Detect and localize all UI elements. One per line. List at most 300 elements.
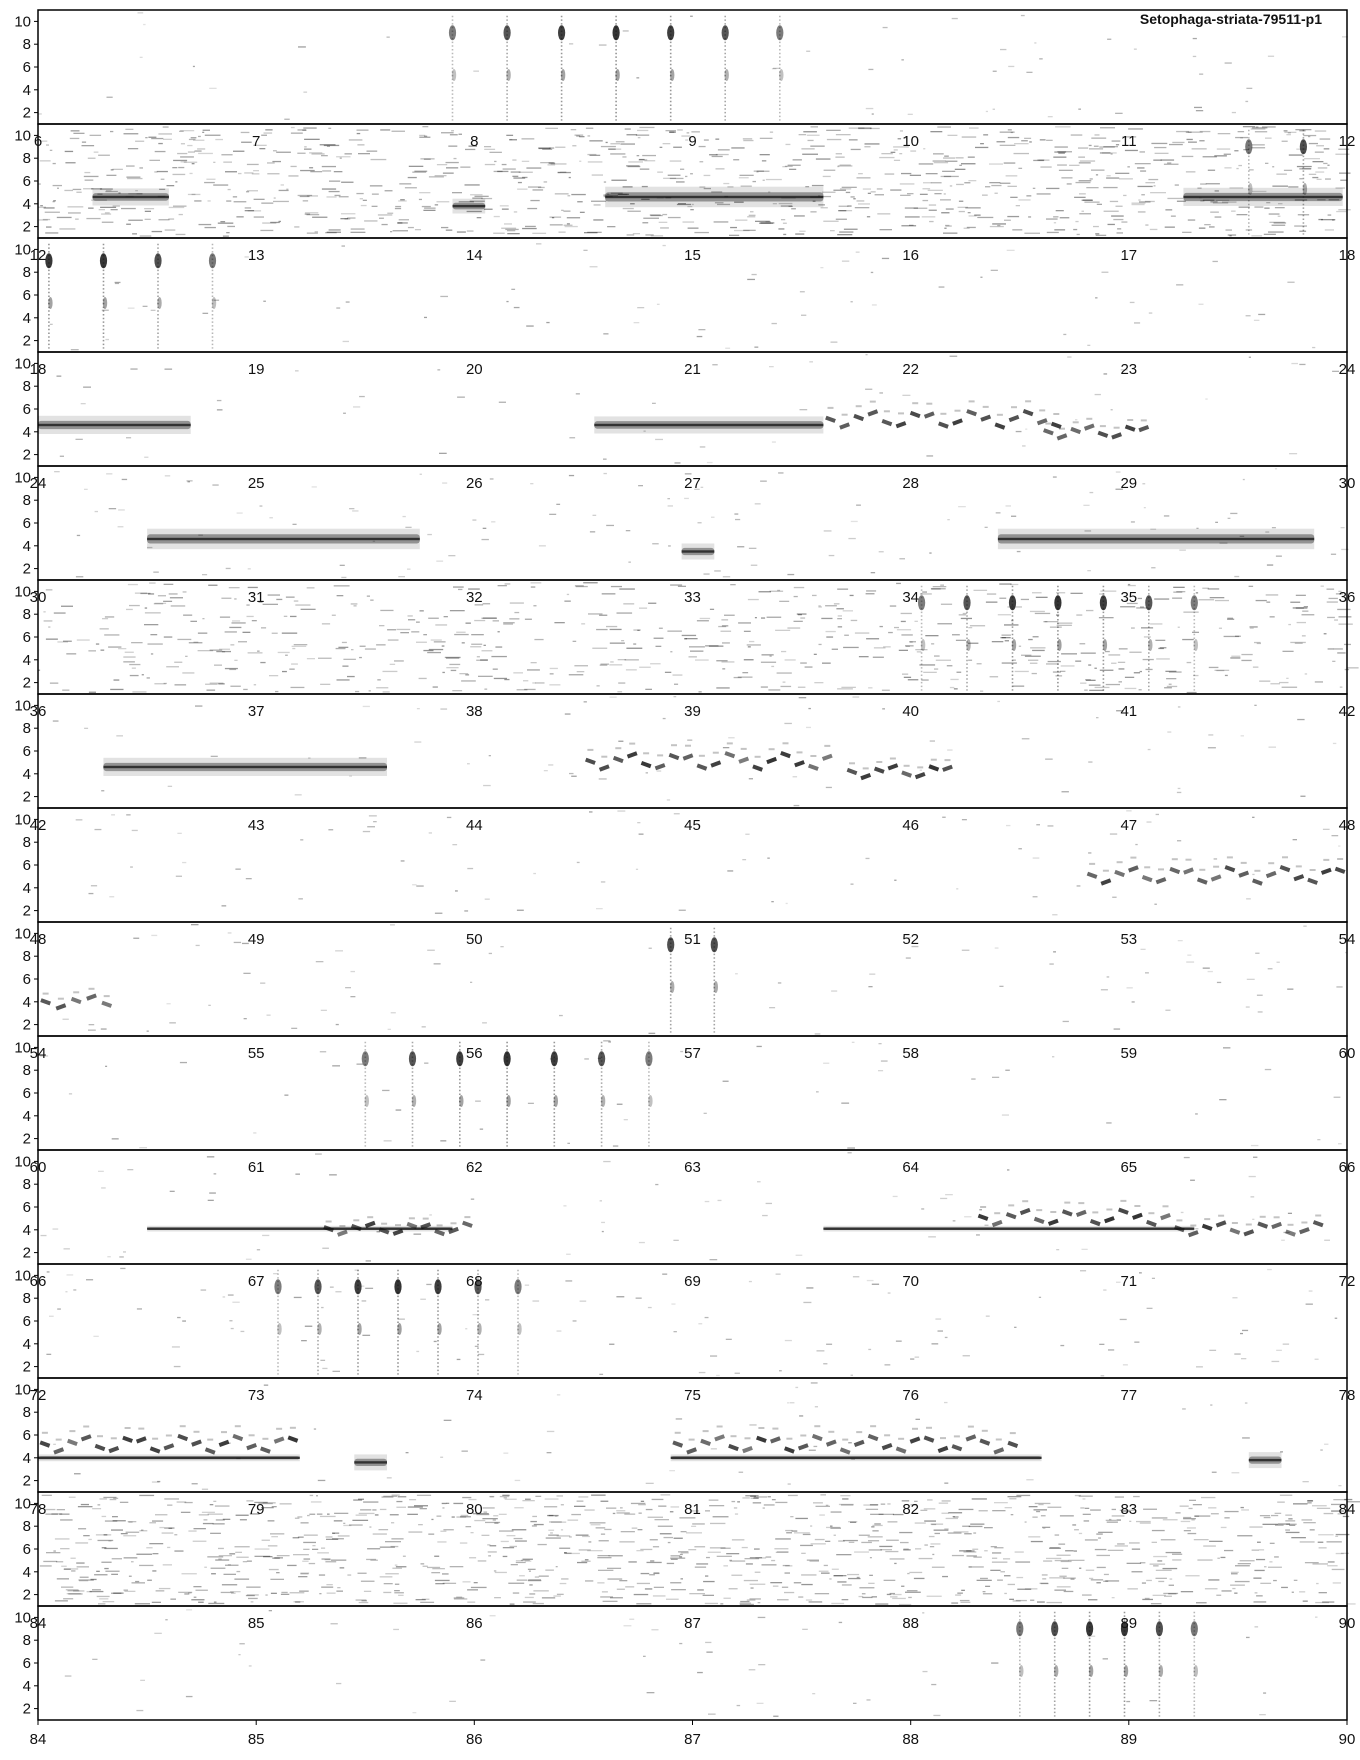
noise-speck	[192, 1483, 198, 1484]
noise-speck	[533, 189, 544, 190]
noise-speck	[532, 1516, 537, 1517]
noise-speck	[1312, 177, 1318, 178]
noise-speck	[732, 1501, 736, 1502]
noise-speck	[931, 1684, 936, 1685]
noise-speck	[830, 1526, 833, 1527]
noise-speck	[139, 1147, 147, 1148]
row-time-label: 6	[33, 133, 43, 150]
noise-speck	[1277, 1502, 1285, 1503]
noise-speck	[80, 1577, 89, 1578]
noise-speck	[1156, 1570, 1172, 1571]
tone-core	[998, 538, 1314, 540]
noise-speck	[799, 231, 805, 232]
noise-speck	[769, 1007, 775, 1008]
noise-speck	[478, 1560, 487, 1561]
warble-harmonic	[1337, 858, 1343, 860]
noise-speck	[209, 1192, 216, 1193]
noise-speck	[364, 1591, 371, 1592]
noise-speck	[748, 646, 751, 647]
noise-speck	[1211, 1513, 1219, 1514]
noise-speck	[1347, 667, 1359, 668]
noise-speck	[620, 143, 635, 144]
noise-speck	[321, 1010, 327, 1011]
noise-speck	[522, 1500, 534, 1501]
noise-speck	[907, 193, 914, 194]
warble-harmonic	[1176, 1219, 1182, 1221]
noise-speck	[1095, 394, 1101, 395]
noise-speck	[366, 1559, 376, 1560]
noise-speck	[182, 1573, 197, 1574]
noise-speck	[1046, 188, 1059, 189]
noise-speck	[1270, 683, 1280, 684]
noise-speck	[766, 221, 771, 222]
noise-speck	[1087, 345, 1090, 346]
noise-speck	[442, 482, 447, 483]
row-time-label: 57	[684, 1045, 701, 1062]
noise-speck	[261, 203, 273, 204]
noise-speck	[703, 1595, 714, 1596]
noise-speck	[1189, 1508, 1193, 1509]
noise-speck	[668, 545, 671, 546]
noise-speck	[40, 1565, 52, 1566]
noise-speck	[214, 1173, 217, 1174]
noise-speck	[369, 690, 371, 691]
noise-speck	[846, 192, 850, 193]
noise-speck	[1265, 138, 1272, 139]
noise-speck	[83, 1535, 90, 1536]
noise-speck	[1088, 761, 1092, 762]
noise-speck	[327, 1514, 330, 1515]
noise-speck	[784, 1592, 794, 1593]
row-time-label: 72	[1338, 1273, 1356, 1290]
noise-speck	[604, 181, 606, 182]
noise-speck	[816, 158, 831, 159]
noise-speck	[623, 603, 634, 604]
noise-speck	[948, 1532, 962, 1533]
noise-speck	[1256, 126, 1259, 127]
noise-speck	[848, 1442, 852, 1443]
row-time-label: 33	[684, 589, 701, 606]
noise-speck	[1146, 1580, 1152, 1581]
noise-speck	[762, 160, 766, 161]
noise-speck	[843, 1540, 858, 1541]
noise-speck	[593, 515, 597, 516]
noise-speck	[906, 957, 911, 958]
noise-speck	[76, 819, 83, 820]
noise-speck	[1095, 297, 1097, 298]
noise-speck	[696, 1563, 708, 1564]
row-time-label: 69	[684, 1273, 701, 1290]
noise-speck	[1130, 302, 1135, 303]
noise-speck	[1215, 522, 1218, 523]
tone-core	[1183, 196, 1342, 198]
noise-speck	[92, 1508, 101, 1509]
noise-speck	[127, 1169, 133, 1170]
noise-speck	[1145, 224, 1148, 225]
noise-speck	[442, 645, 445, 646]
noise-speck	[899, 153, 902, 154]
noise-speck	[1223, 1047, 1230, 1048]
noise-speck	[644, 160, 655, 161]
noise-speck	[130, 368, 137, 369]
noise-speck	[639, 834, 644, 835]
noise-speck	[617, 1589, 625, 1590]
noise-speck	[592, 648, 607, 649]
noise-speck	[1208, 747, 1216, 748]
noise-speck	[1259, 1549, 1264, 1550]
noise-speck	[152, 1520, 163, 1521]
y-tick-label: 8	[22, 948, 31, 966]
noise-speck	[869, 974, 875, 975]
noise-speck	[267, 162, 275, 163]
noise-speck	[307, 1515, 310, 1516]
noise-speck	[1240, 1333, 1243, 1334]
x-tick-label: 87	[684, 1731, 701, 1748]
noise-speck	[450, 610, 465, 611]
noise-speck	[336, 307, 340, 308]
noise-speck	[1299, 1591, 1305, 1592]
noise-speck	[208, 1603, 224, 1604]
noise-speck	[866, 638, 879, 639]
noise-speck	[1221, 1527, 1227, 1528]
noise-speck	[1077, 885, 1081, 886]
noise-speck	[1318, 1542, 1324, 1543]
noise-speck	[248, 210, 261, 211]
noise-speck	[514, 307, 520, 308]
noise-speck	[222, 905, 227, 906]
warble-harmonic	[58, 998, 64, 1000]
noise-speck	[961, 1602, 971, 1603]
noise-speck	[654, 1587, 664, 1588]
noise-speck	[1315, 681, 1323, 682]
noise-speck	[577, 862, 580, 863]
noise-speck	[176, 876, 182, 877]
noise-speck	[335, 950, 343, 951]
noise-speck	[1006, 505, 1012, 506]
noise-speck	[409, 1499, 416, 1500]
noise-speck	[650, 1539, 658, 1540]
noise-speck	[829, 555, 835, 556]
warble-harmonic	[464, 1216, 470, 1218]
noise-speck	[1164, 1596, 1172, 1597]
noise-speck	[1257, 1542, 1261, 1543]
noise-speck	[668, 505, 673, 506]
noise-speck	[621, 640, 624, 641]
noise-speck	[1114, 1028, 1121, 1029]
noise-speck	[1226, 229, 1233, 230]
noise-speck	[457, 1359, 461, 1360]
noise-speck	[1289, 154, 1303, 155]
noise-speck	[206, 179, 215, 180]
noise-speck	[310, 1495, 313, 1496]
noise-speck	[1300, 796, 1305, 797]
noise-speck	[44, 207, 55, 208]
noise-speck	[1026, 195, 1031, 196]
noise-speck	[985, 1586, 990, 1587]
noise-speck	[291, 687, 305, 688]
noise-speck	[466, 623, 471, 624]
warble-harmonic	[1172, 858, 1178, 860]
noise-speck	[626, 165, 639, 166]
noise-speck	[420, 158, 434, 159]
noise-speck	[173, 206, 187, 207]
noise-speck	[1267, 1269, 1272, 1270]
noise-speck	[1250, 628, 1254, 629]
noise-speck	[1253, 1157, 1257, 1158]
noise-speck	[946, 161, 958, 162]
noise-speck	[1272, 225, 1286, 226]
noise-speck	[100, 628, 109, 629]
noise-speck	[1120, 606, 1135, 607]
noise-speck	[648, 1517, 663, 1518]
noise-speck	[504, 679, 509, 680]
noise-speck	[120, 1268, 125, 1269]
noise-speck	[1116, 471, 1121, 472]
noise-speck	[466, 1526, 472, 1527]
noise-speck	[648, 1307, 652, 1308]
row-time-label: 64	[902, 1159, 920, 1176]
noise-speck	[666, 130, 677, 131]
noise-speck	[394, 660, 404, 661]
noise-speck	[281, 1594, 289, 1595]
noise-speck	[842, 187, 857, 188]
noise-speck	[567, 217, 580, 218]
noise-speck	[740, 1601, 749, 1602]
noise-speck	[1242, 1437, 1250, 1438]
x-tick-label: 84	[29, 1731, 47, 1748]
noise-speck	[634, 322, 640, 323]
noise-speck	[831, 1511, 842, 1512]
noise-speck	[131, 1561, 134, 1562]
noise-speck	[1108, 1349, 1114, 1350]
noise-speck	[127, 178, 142, 179]
noise-speck	[799, 134, 807, 135]
y-tick-label: 8	[22, 1176, 31, 1194]
noise-speck	[1275, 207, 1285, 208]
noise-speck	[991, 1546, 997, 1547]
warble-harmonic	[849, 762, 855, 764]
noise-speck	[1293, 1503, 1308, 1504]
noise-speck	[110, 131, 113, 132]
noise-speck	[111, 209, 118, 210]
noise-speck	[1106, 684, 1120, 685]
noise-speck	[1129, 1521, 1131, 1522]
noise-speck	[1303, 1481, 1309, 1482]
noise-speck	[690, 651, 703, 652]
noise-speck	[437, 201, 450, 202]
noise-speck	[676, 181, 685, 182]
noise-speck	[725, 348, 730, 349]
warble-harmonic	[166, 1435, 172, 1437]
trill-harmonic	[157, 297, 161, 309]
noise-speck	[45, 232, 58, 233]
noise-speck	[223, 1296, 226, 1297]
noise-speck	[560, 1583, 567, 1584]
noise-speck	[752, 274, 757, 275]
noise-speck	[934, 668, 938, 669]
noise-speck	[1270, 1543, 1275, 1544]
noise-speck	[1315, 1359, 1319, 1360]
noise-speck	[951, 1602, 958, 1603]
noise-speck	[380, 1509, 387, 1510]
noise-speck	[928, 190, 943, 191]
event-tone-14	[103, 758, 387, 776]
noise-speck	[514, 1538, 523, 1539]
noise-speck	[689, 656, 697, 657]
noise-speck	[671, 1589, 686, 1590]
noise-speck	[483, 603, 491, 604]
noise-speck	[568, 1520, 579, 1521]
noise-speck	[311, 1501, 322, 1502]
noise-speck	[434, 641, 446, 642]
noise-speck	[671, 1559, 678, 1560]
noise-speck	[1076, 614, 1082, 615]
noise-speck	[1005, 640, 1009, 641]
noise-speck	[650, 663, 661, 664]
noise-speck	[1337, 609, 1350, 610]
noise-speck	[424, 317, 427, 318]
noise-speck	[45, 1514, 58, 1515]
noise-speck	[525, 1285, 529, 1286]
noise-speck	[1012, 229, 1022, 230]
noise-speck	[1100, 127, 1115, 128]
noise-speck	[989, 182, 1000, 183]
noise-speck	[182, 862, 186, 863]
noise-speck	[741, 186, 752, 187]
noise-speck	[1305, 673, 1307, 674]
noise-speck	[868, 1583, 874, 1584]
noise-speck	[1048, 1507, 1062, 1508]
trill-harmonic	[103, 297, 107, 309]
noise-speck	[1100, 670, 1114, 671]
noise-speck	[448, 146, 457, 147]
noise-speck	[747, 216, 755, 217]
noise-speck	[1332, 1569, 1345, 1570]
noise-speck	[480, 659, 488, 660]
y-tick-label: 2	[22, 446, 31, 464]
noise-speck	[1004, 220, 1011, 221]
noise-speck	[606, 1508, 616, 1509]
noise-speck	[858, 203, 870, 204]
noise-speck	[823, 1363, 827, 1364]
noise-speck	[478, 1354, 484, 1355]
noise-speck	[1201, 1497, 1215, 1498]
warble-harmonic	[1186, 859, 1192, 861]
noise-speck	[596, 1527, 606, 1528]
noise-speck	[312, 486, 317, 487]
noise-speck	[1312, 347, 1315, 348]
noise-speck	[591, 201, 606, 202]
noise-speck	[788, 1495, 798, 1496]
noise-speck	[1108, 224, 1115, 225]
noise-speck	[1152, 1542, 1157, 1543]
noise-speck	[1152, 1278, 1155, 1279]
noise-speck	[269, 675, 278, 676]
noise-speck	[1021, 15, 1025, 16]
warble-harmonic	[1022, 1200, 1028, 1202]
noise-speck	[262, 1540, 270, 1541]
noise-speck	[148, 137, 156, 138]
row-time-label: 55	[247, 1045, 265, 1062]
row-time-label: 28	[902, 475, 920, 492]
noise-speck	[730, 1560, 746, 1561]
noise-speck	[44, 620, 53, 621]
noise-speck	[173, 174, 186, 175]
noise-speck	[203, 130, 210, 131]
noise-speck	[597, 685, 600, 686]
noise-speck	[1039, 1297, 1041, 1298]
noise-speck	[599, 615, 607, 616]
row-time-label: 84	[1338, 1501, 1356, 1518]
y-tick-label: 4	[22, 423, 31, 441]
noise-speck	[176, 234, 186, 235]
noise-speck	[755, 503, 761, 504]
noise-speck	[689, 1593, 705, 1594]
noise-speck	[472, 198, 482, 199]
noise-speck	[757, 171, 770, 172]
noise-speck	[73, 189, 82, 190]
noise-speck	[807, 135, 820, 136]
noise-speck	[243, 973, 250, 974]
noise-speck	[942, 1500, 951, 1501]
noise-speck	[241, 1331, 245, 1332]
noise-speck	[1048, 825, 1054, 826]
noise-speck	[1187, 692, 1197, 693]
noise-speck	[1296, 607, 1308, 608]
noise-speck	[580, 1301, 587, 1302]
noise-speck	[427, 1567, 440, 1568]
noise-speck	[193, 140, 204, 141]
noise-speck	[923, 1671, 928, 1672]
noise-speck	[851, 149, 861, 150]
noise-speck	[125, 129, 133, 130]
noise-speck	[638, 1504, 646, 1505]
noise-speck	[742, 672, 748, 673]
row-time-label: 70	[902, 1273, 920, 1290]
warble-harmonic	[884, 1434, 890, 1436]
noise-speck	[618, 682, 625, 683]
noise-speck	[567, 594, 569, 595]
noise-speck	[464, 910, 468, 911]
noise-speck	[944, 228, 946, 229]
noise-speck	[108, 646, 121, 647]
noise-speck	[754, 1496, 767, 1497]
noise-speck	[931, 588, 946, 589]
noise-speck	[429, 1214, 432, 1215]
noise-speck	[618, 741, 623, 742]
noise-speck	[1246, 88, 1252, 89]
noise-speck	[504, 223, 512, 224]
noise-speck	[871, 191, 876, 192]
noise-speck	[398, 1319, 405, 1320]
noise-speck	[930, 740, 935, 741]
noise-speck	[933, 160, 946, 161]
noise-speck	[397, 222, 402, 223]
trill-harmonic	[365, 1095, 369, 1107]
noise-speck	[246, 1587, 260, 1588]
warble-harmonic	[703, 1430, 709, 1432]
noise-speck	[561, 1578, 568, 1579]
noise-speck	[292, 646, 307, 647]
noise-speck	[976, 1234, 980, 1235]
noise-speck	[1006, 825, 1010, 826]
noise-speck	[375, 1514, 379, 1515]
noise-speck	[451, 130, 454, 131]
noise-speck	[904, 677, 911, 678]
event-blip-31	[682, 544, 715, 560]
noise-speck	[433, 686, 438, 687]
noise-speck	[99, 209, 105, 210]
